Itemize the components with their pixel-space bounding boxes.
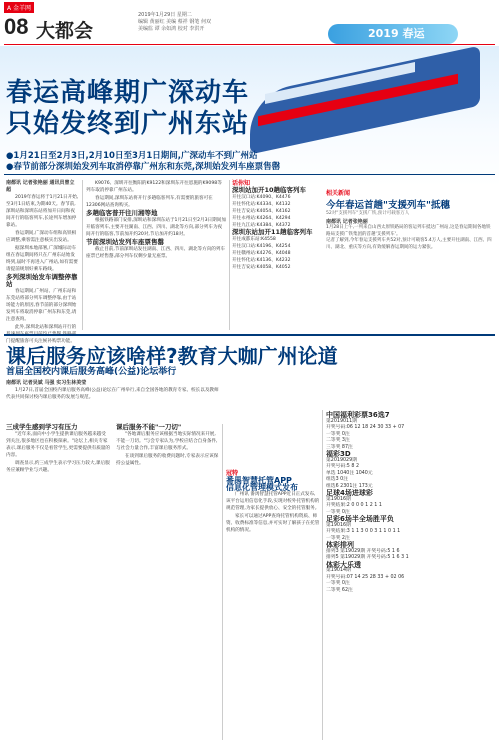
lottery-line: 开奖结果:2 0 0 0 1 2 1 1 (326, 503, 382, 508)
train-list-item: 开往永州站:K4264、K4294 (232, 216, 291, 221)
train-list-item: 开往怀化站:K4136、K4232 (232, 258, 291, 263)
top-headline-line1: 春运高峰期广深动车 (6, 78, 250, 108)
bottom-intro (6, 380, 220, 420)
side-story-paragraph: 1月28日上午,一列来自山西太原铁路局的客运列车抵达广州站,这是春运期间各地铁路局支援广铁集团的首趟'支援列车'。 (326, 224, 491, 237)
train-list-item: 开往怀化站:K4334、K4132 (232, 202, 291, 207)
app-news-paragraph: 广州讯 番禺智慧托管APP近日正式发布,该平台运用信息化手段,实现对校外托管机构的规范管理,为家长提供放心、安全的托管服务。 (226, 492, 320, 511)
lottery-line: 一等奖 0注 (326, 581, 350, 586)
bottom-paragraph: "各地课后服务应该根据当地实际情况来开展,不能一刀切。"与会专家认为,学校应结合自身条件,与社会力量合作,丰富课后服务形式。 (116, 432, 218, 451)
side-story-paragraph: 记者了解到,今年春运支援列车共52对,预计可载客5.4万人,主要开往湖南、江西、四川、湖北、重庆等方向,有效缓解春运期间的运力紧张。 (326, 238, 492, 251)
column-divider (82, 180, 83, 330)
story-paragraph: 春运期间,广州站、广州东站和东莞站将部分列车调整停靠,由于站场能力的原因,春节前的部分深圳始发列车将取消停靠广州东和东莞,请注意查询。 (6, 289, 77, 322)
train-list-item: 开往九江站:K4384、K4372 (232, 223, 291, 228)
story-subhead: 节前深圳站发列车座票售罄 (86, 238, 164, 246)
bottom-subhead: 三成学生感到学习有压力 (6, 423, 78, 431)
train-list-item: 开往吉安站:K4058、K4052 (232, 265, 291, 270)
lottery-line: 第2019029期 (326, 457, 357, 463)
page-number: 08 (4, 14, 29, 39)
lottery-title: 足彩6场半全场胜平负 (326, 515, 394, 523)
header-info-line3: 美编监 谭 余如鸿 校对 李洪开 (138, 26, 205, 32)
train-list-item: 开往吉安站:K4054、K4162 (232, 209, 291, 214)
info-box-subhead: 深圳站加开10趟临客列车 (232, 186, 307, 194)
header-rule (4, 44, 495, 45)
bottom-subhead: 课后服务不能"一刀切" (116, 423, 182, 431)
story-paragraph: 据深圳本地部署,广深城际动车组在春运期间将只在广州东站始发终到,届时不再进入广州站,如有需要请提前规划好乘车路线。 (6, 246, 78, 272)
lottery-line: 排列3 第19029期 开奖号码:5 1 6 (326, 548, 400, 554)
app-news-title: 番禺智慧托管APP (226, 476, 292, 485)
bullet-2: ●春节前部分深圳始发列车取消停靠广州东和东莞,深圳始发列车座票售罄 (6, 162, 281, 172)
side-story-subtitle: 52对"支援列车"支援广铁,预计可载客万人 (326, 211, 410, 216)
lottery-line: 第2019011期 (326, 418, 357, 424)
app-news-paragraph: 家长可以通过APP查询托管机构资质、师资、收费标准等信息,并可实时了解孩子在托管机构的情况。 (226, 514, 320, 533)
lottery-line: 第19014期 (326, 568, 351, 573)
lottery-line: 排列5 第19029期 开奖号码:5 1 6 3 1 (326, 555, 409, 560)
side-story-title: 今年春运首趟"支援列车"抵穗 (326, 200, 450, 211)
story-subhead: 多列深圳始发车调整停靠站 (6, 273, 78, 288)
train-list-item: 开往汉口站:K4090、K4476 (232, 195, 291, 200)
lottery-line: 一等奖 2注 (326, 535, 350, 541)
header-info-line2: 编辑 黄丽红 美编 蔡祥 钢笔 何双 (138, 19, 211, 25)
side-story-byline: 南都讯 记者张艳丽 (326, 218, 368, 225)
train-list-column (232, 180, 322, 330)
top-headline-line2: 只始发终到广州东站 (6, 109, 250, 139)
bottom-paragraph: "近年来,面向中小学生提供课后服务越来越受到关注,很多地区也在积极探索。"论坛上,相关专家表示,课后服务不仅是看管学生,更需要提供有质量的内容。 (6, 432, 110, 458)
bottom-byline: 南都讯 记者吴斌 马强 实习生林美莹 (6, 380, 87, 386)
bottom-column-1 (6, 424, 110, 740)
column-divider (229, 180, 230, 330)
lottery-title: 体彩排列 (326, 541, 354, 549)
section-tag: A 金羊网 (4, 2, 34, 13)
train-list-item: 开往赣州站:K4276、K4048 (232, 251, 291, 256)
lottery-line: 二等奖 3注 (326, 438, 350, 443)
lottery-line: 开奖号码:07 14 25 28 33 + 02 06 (326, 574, 405, 580)
story-paragraph: K9076、深圳开往衡阳的K9122和深圳东开往恩施的K9098等列车取消停靠广州东站。 (86, 181, 222, 193)
story-paragraph: 此外,深圳北站和深圳站开行的 门提醒旅客可关注候补购票功能。 (6, 325, 77, 344)
bullet-1: ●1月21日至2月3日,2月10日至3月1日期间,广深动车不到广州站 (6, 151, 258, 161)
lottery-line: 一等奖 0注 (326, 431, 350, 437)
train-list-item: 开往汉口站:K4196、K4254 (232, 244, 291, 249)
bottom-paragraph: 在谈到课后服务的收费问题时,专家表示应该保持公益属性。 (116, 454, 219, 466)
story-column-2 (86, 180, 226, 330)
app-news-label: 冠特 (226, 470, 239, 477)
lottery-line: 单选 1040注 1040元 (326, 470, 373, 476)
bottom-subtitle: 首届全国校内课后服务高峰(公益)论坛举行 (6, 367, 177, 377)
column-divider (222, 424, 223, 740)
story-paragraph: 2019年春运将于1月21日开始,至3月1日结束,为期40天。春节前,深圳站和深圳东站将加开日间和夜间开行的临客列车,长途列车增加停靠站。 (6, 195, 79, 228)
lottery-line: 二等奖 62注 (326, 587, 353, 593)
lottery-line: 组选6 2301注 173元 (326, 483, 373, 489)
train-list-item: 开往成都东站:K4558 (232, 237, 276, 242)
lottery-line: 开奖号码:06 12 18 24 30 33 + 07 (326, 425, 405, 430)
bottom-intro-text: 1月27日,首届全国校内课后服务高峰(公益)论坛在广州举行,来自全国各地的教育专家、校长以及教师代表共同探讨校内课后服务的发展与规范。 (6, 388, 219, 400)
story-byline: 南都讯 记者张艳丽 通讯员曾立超 (6, 180, 75, 193)
story-column-1 (6, 180, 79, 344)
lottery-title: 足球4场进球彩 (326, 489, 373, 497)
story-paragraph: 截止目前,节前深圳站发往湖南、江西、四川、湖北等方向的列车座票已经售罄,部分列车仅剩少量无座票。 (86, 247, 226, 259)
story-paragraph: 春运期间,广深动车组和高铁相应调整,乘客需注意核实出发站。 (6, 231, 77, 243)
spring-festival-logo: 2019 春运 (328, 24, 458, 44)
hero-rule (4, 174, 495, 175)
lottery-title: 福彩3D (326, 450, 351, 458)
column-divider (322, 410, 323, 740)
side-story-label: 相关新闻 (326, 190, 351, 197)
info-box-title: 话你知 (232, 180, 251, 187)
lottery-line: 第19016期 (326, 522, 351, 528)
story-paragraph: 根据铁路部门安排,深圳站和深圳东站于1月21日至2月3日期间加开临客列车,主要开往湖南、江西、四川、湖北等方向,部分列车为夜间开行的临客,节前加开约20对,节后加开约18对。 (86, 218, 226, 237)
top-headline (6, 78, 249, 140)
page-name: 大都会 (36, 20, 94, 42)
header-info-line1: 2019年1月29日 星期二 (138, 12, 192, 18)
lottery-line: 第19016期 (326, 496, 351, 502)
section-rule (4, 334, 495, 336)
bottom-paragraph: 调查显示,约三成学生表示学习压力较大,课后服务应兼顾学业与兴趣。 (6, 461, 110, 473)
info-box-subhead: 深圳东站加开11趟临客列车 (232, 228, 313, 236)
app-news-box (226, 470, 320, 740)
side-story (326, 188, 494, 318)
lottery-line: 三等奖 87注 (326, 444, 353, 450)
lottery-title: 中国福利彩票36选7 (326, 411, 390, 419)
app-news-title-2: 信息化管理模式发布 (226, 483, 298, 492)
lottery-line: 开奖结果:3 1 1 3 0 0 3 1 1 0 1 1 (326, 529, 401, 534)
lottery-line: 一等奖 0注 (326, 509, 350, 515)
story-subhead: 多趟临客普开往川湘等地 (86, 209, 158, 217)
lottery-results (326, 412, 494, 594)
story-paragraph: 春运期间,深圳东站将开行多趟临客列车,有需要的旅客可在12306网站查询购买。 (86, 196, 213, 208)
bottom-headline: 课后服务应该啥样?教育大咖广州论道 (6, 344, 338, 368)
lottery-line: 开奖号码:5 8 2 (326, 464, 360, 469)
header-info (138, 12, 211, 33)
lottery-line: 组选3 0注 (326, 477, 349, 482)
bottom-column-2 (116, 424, 220, 740)
lottery-title: 体彩大乐透 (326, 560, 361, 569)
